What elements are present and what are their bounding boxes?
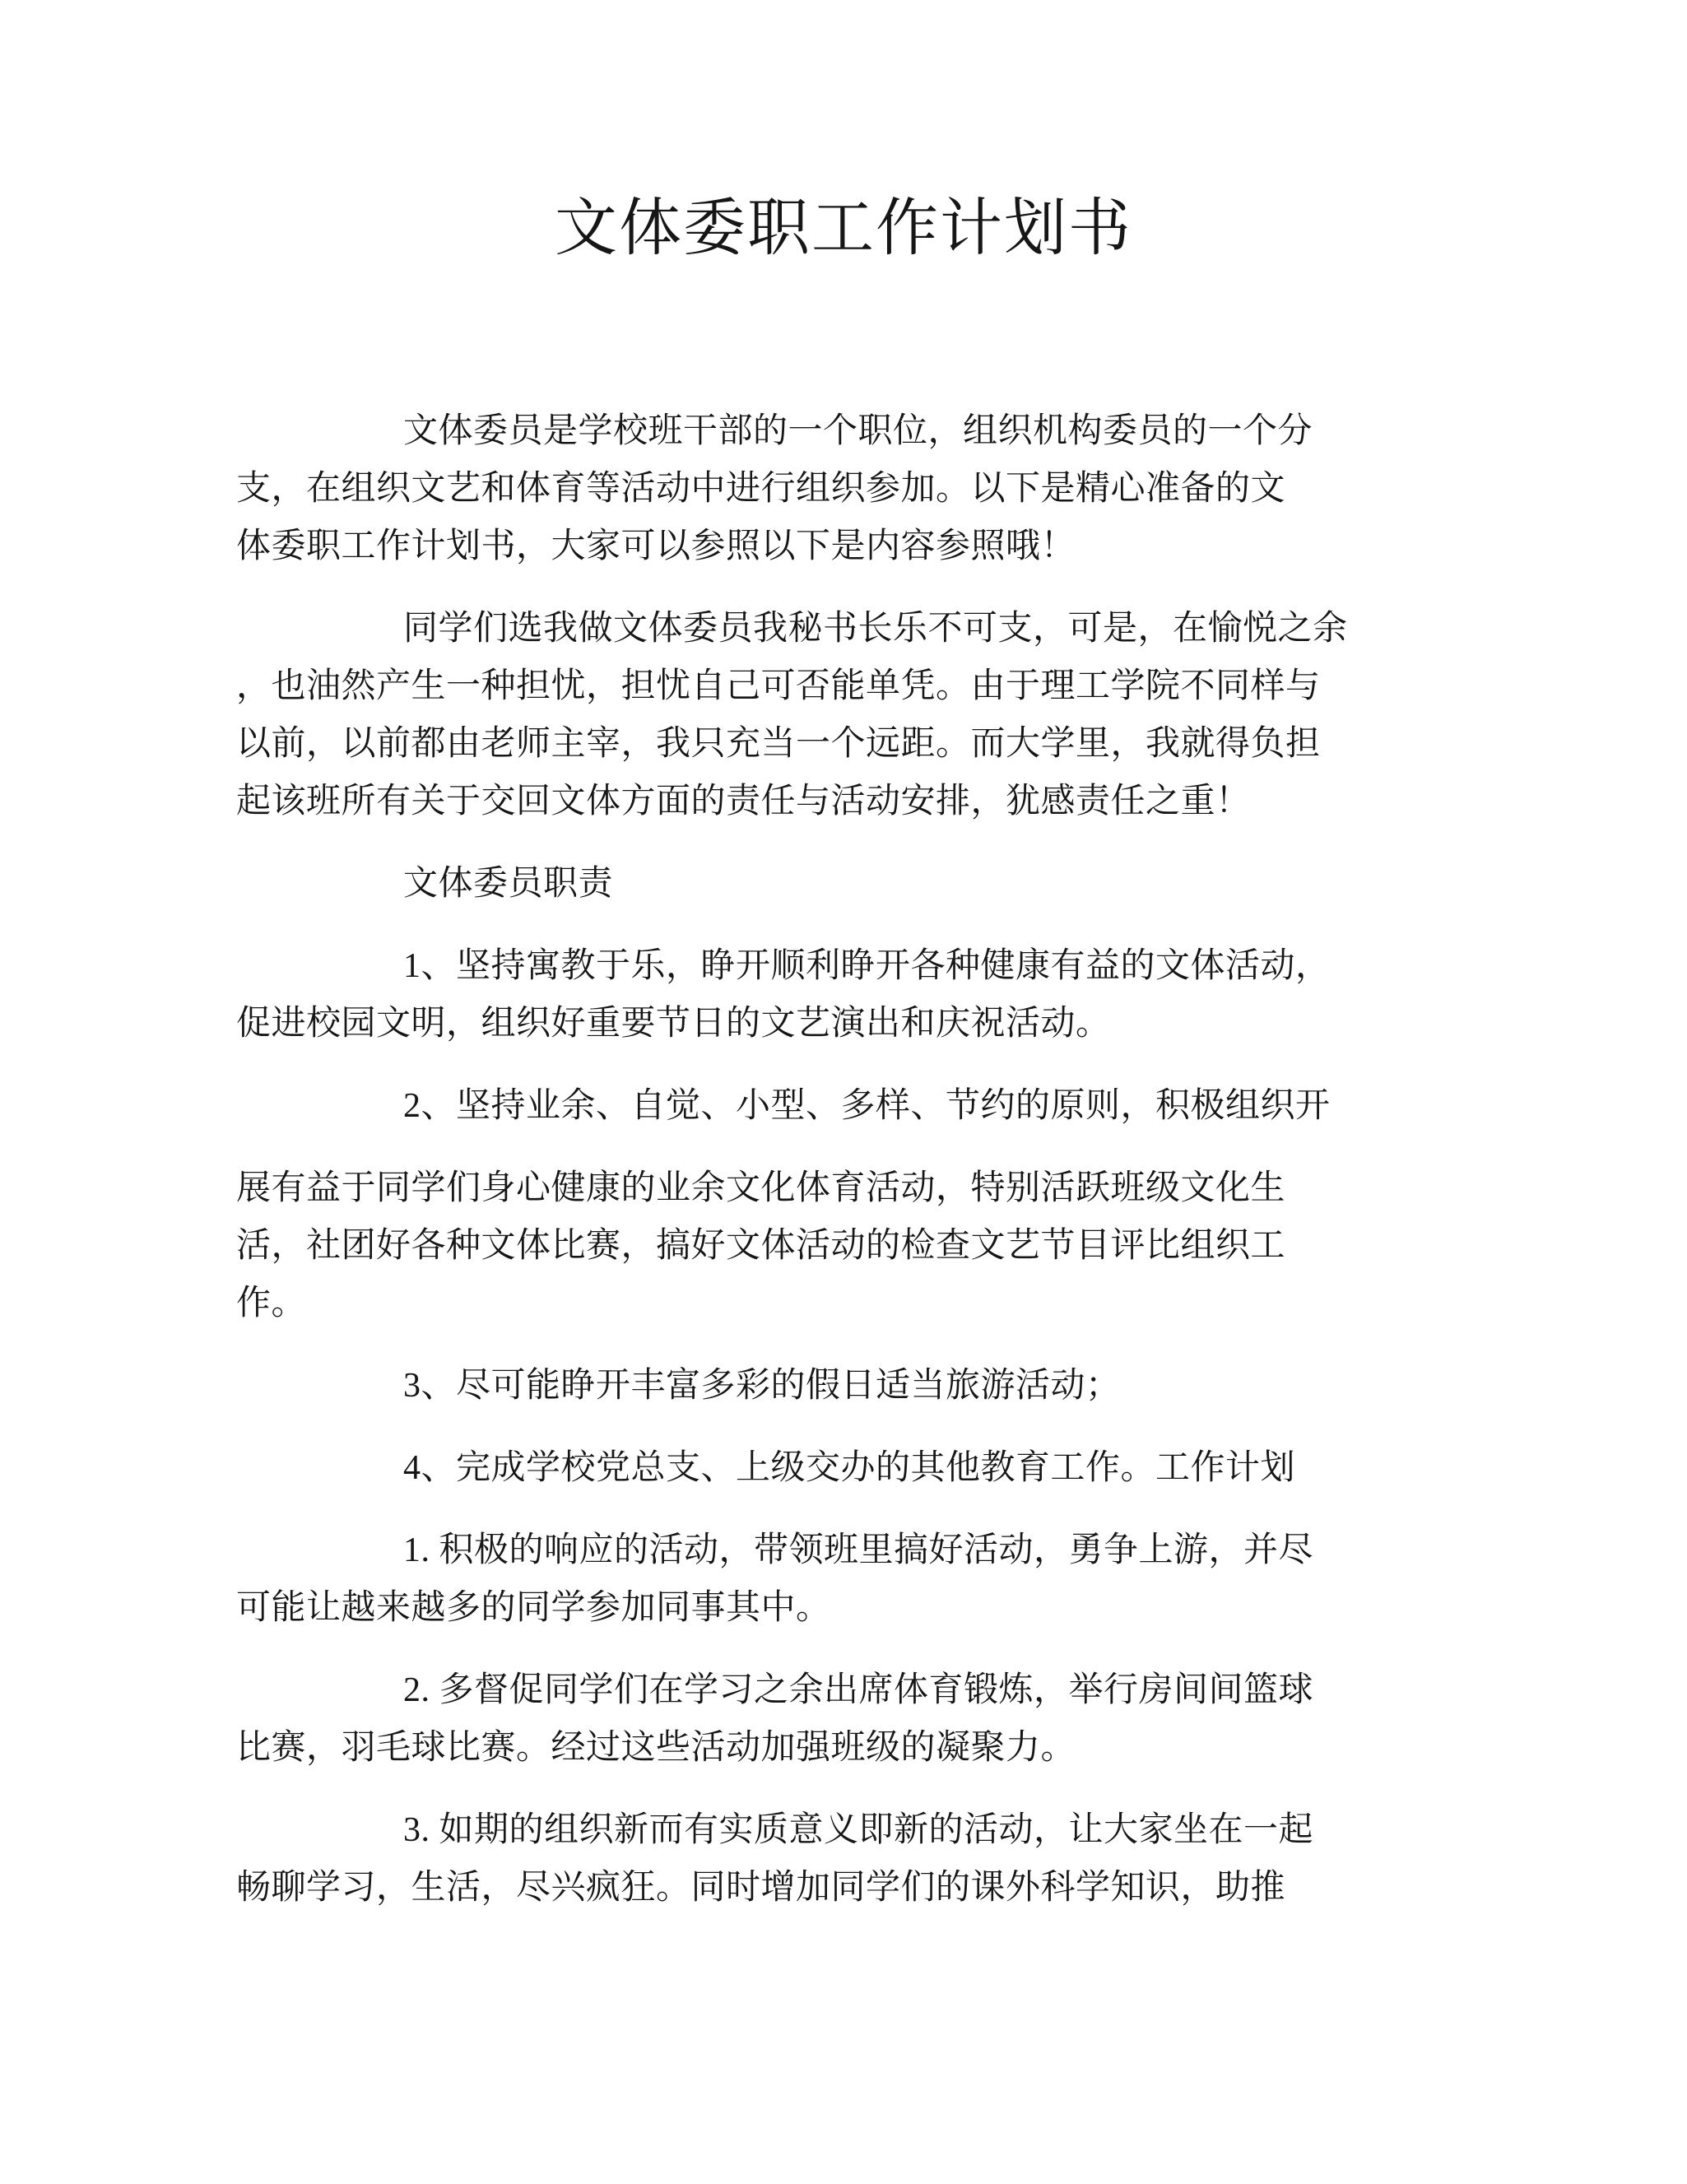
paragraph-line: 作。: [236, 1285, 307, 1322]
paragraph-line: 3、尽可能睁开丰富多彩的假日适当旅游活动；: [403, 1367, 1121, 1405]
paragraph-line: 可能让越来越多的同学参加同事其中。: [236, 1589, 831, 1627]
paragraph: [236, 402, 1339, 575]
paragraph-line: 1. 积极的响应的活动，带领班里搞好活动，勇争上游，并尽: [403, 1531, 1314, 1569]
paragraph-line: 以前，以前都由老师主宰，我只充当一个远距。而大学里，我就得负担: [236, 725, 1321, 763]
paragraph-line: 文体委员是学校班干部的一个职位，组织机构委员的一个分: [403, 412, 1313, 450]
paragraph-line: 畅聊学习，生活，尽兴疯狂。同时增加同学们的课外科学知识，助推: [236, 1869, 1286, 1907]
paragraph-line: 同学们选我做文体委员我秘书长乐不可支，可是，在愉悦之余: [403, 610, 1348, 648]
paragraph-line: 展有益于同学们身心健康的业余文化体育活动，特别活跃班级文化生: [236, 1169, 1286, 1207]
paragraph-line: 1、坚持寓教于乐，睁开顺利睁开各种健康有益的文体活动，: [403, 947, 1331, 985]
paragraph-line: 3. 如期的组织新而有实质意义即新的活动，让大家坐在一起: [403, 1811, 1314, 1849]
paragraph-line: 促进校园文明，组织好重要节日的文艺演出和庆祝活动。: [236, 1005, 1111, 1043]
document-body: [236, 402, 1348, 1917]
paragraph: [236, 600, 1348, 830]
paragraph: [236, 1077, 1339, 1135]
document-title: 文体委职工作计划书: [555, 194, 1132, 263]
paragraph: [236, 1522, 1339, 1637]
paragraph-line: 起该班所有关于交回文体方面的责任与活动安排，犹感责任之重！: [236, 783, 1251, 820]
paragraph-line: 体委职工作计划书，大家可以参照以下是内容参照哦！: [236, 527, 1076, 565]
paragraph-line: 比赛，羽毛球比赛。经过这些活动加强班级的凝聚力。: [236, 1729, 1076, 1767]
paragraph-line: 2. 多督促同学们在学习之余出席体育锻炼，举行房间间篮球: [403, 1671, 1314, 1709]
paragraph-line: 活，社团好各种文体比赛，搞好文体活动的检查文艺节目评比组织工: [236, 1227, 1286, 1265]
paragraph: [236, 855, 1339, 913]
paragraph: [236, 1357, 1339, 1415]
paragraph-line: 4、完成学校党总支、上级交办的其他教育工作。工作计划: [403, 1449, 1296, 1487]
paragraph: [236, 1801, 1339, 1917]
paragraph-line: 支，在组织文艺和体育等活动中进行组织参加。以下是精心准备的文: [236, 470, 1286, 508]
paragraph-line: ，也油然产生一种担忧，担忧自己可否能单凭。由于理工学院不同样与: [236, 667, 1321, 705]
paragraph: [236, 1661, 1339, 1777]
paragraph: [236, 1439, 1339, 1497]
paragraph: [236, 937, 1339, 1053]
paragraph-line: 2、坚持业余、自觉、小型、多样、节约的原则，积极组织开: [403, 1087, 1331, 1125]
paragraph: [236, 1159, 1339, 1332]
paragraph-line: 文体委员职责: [403, 865, 614, 903]
